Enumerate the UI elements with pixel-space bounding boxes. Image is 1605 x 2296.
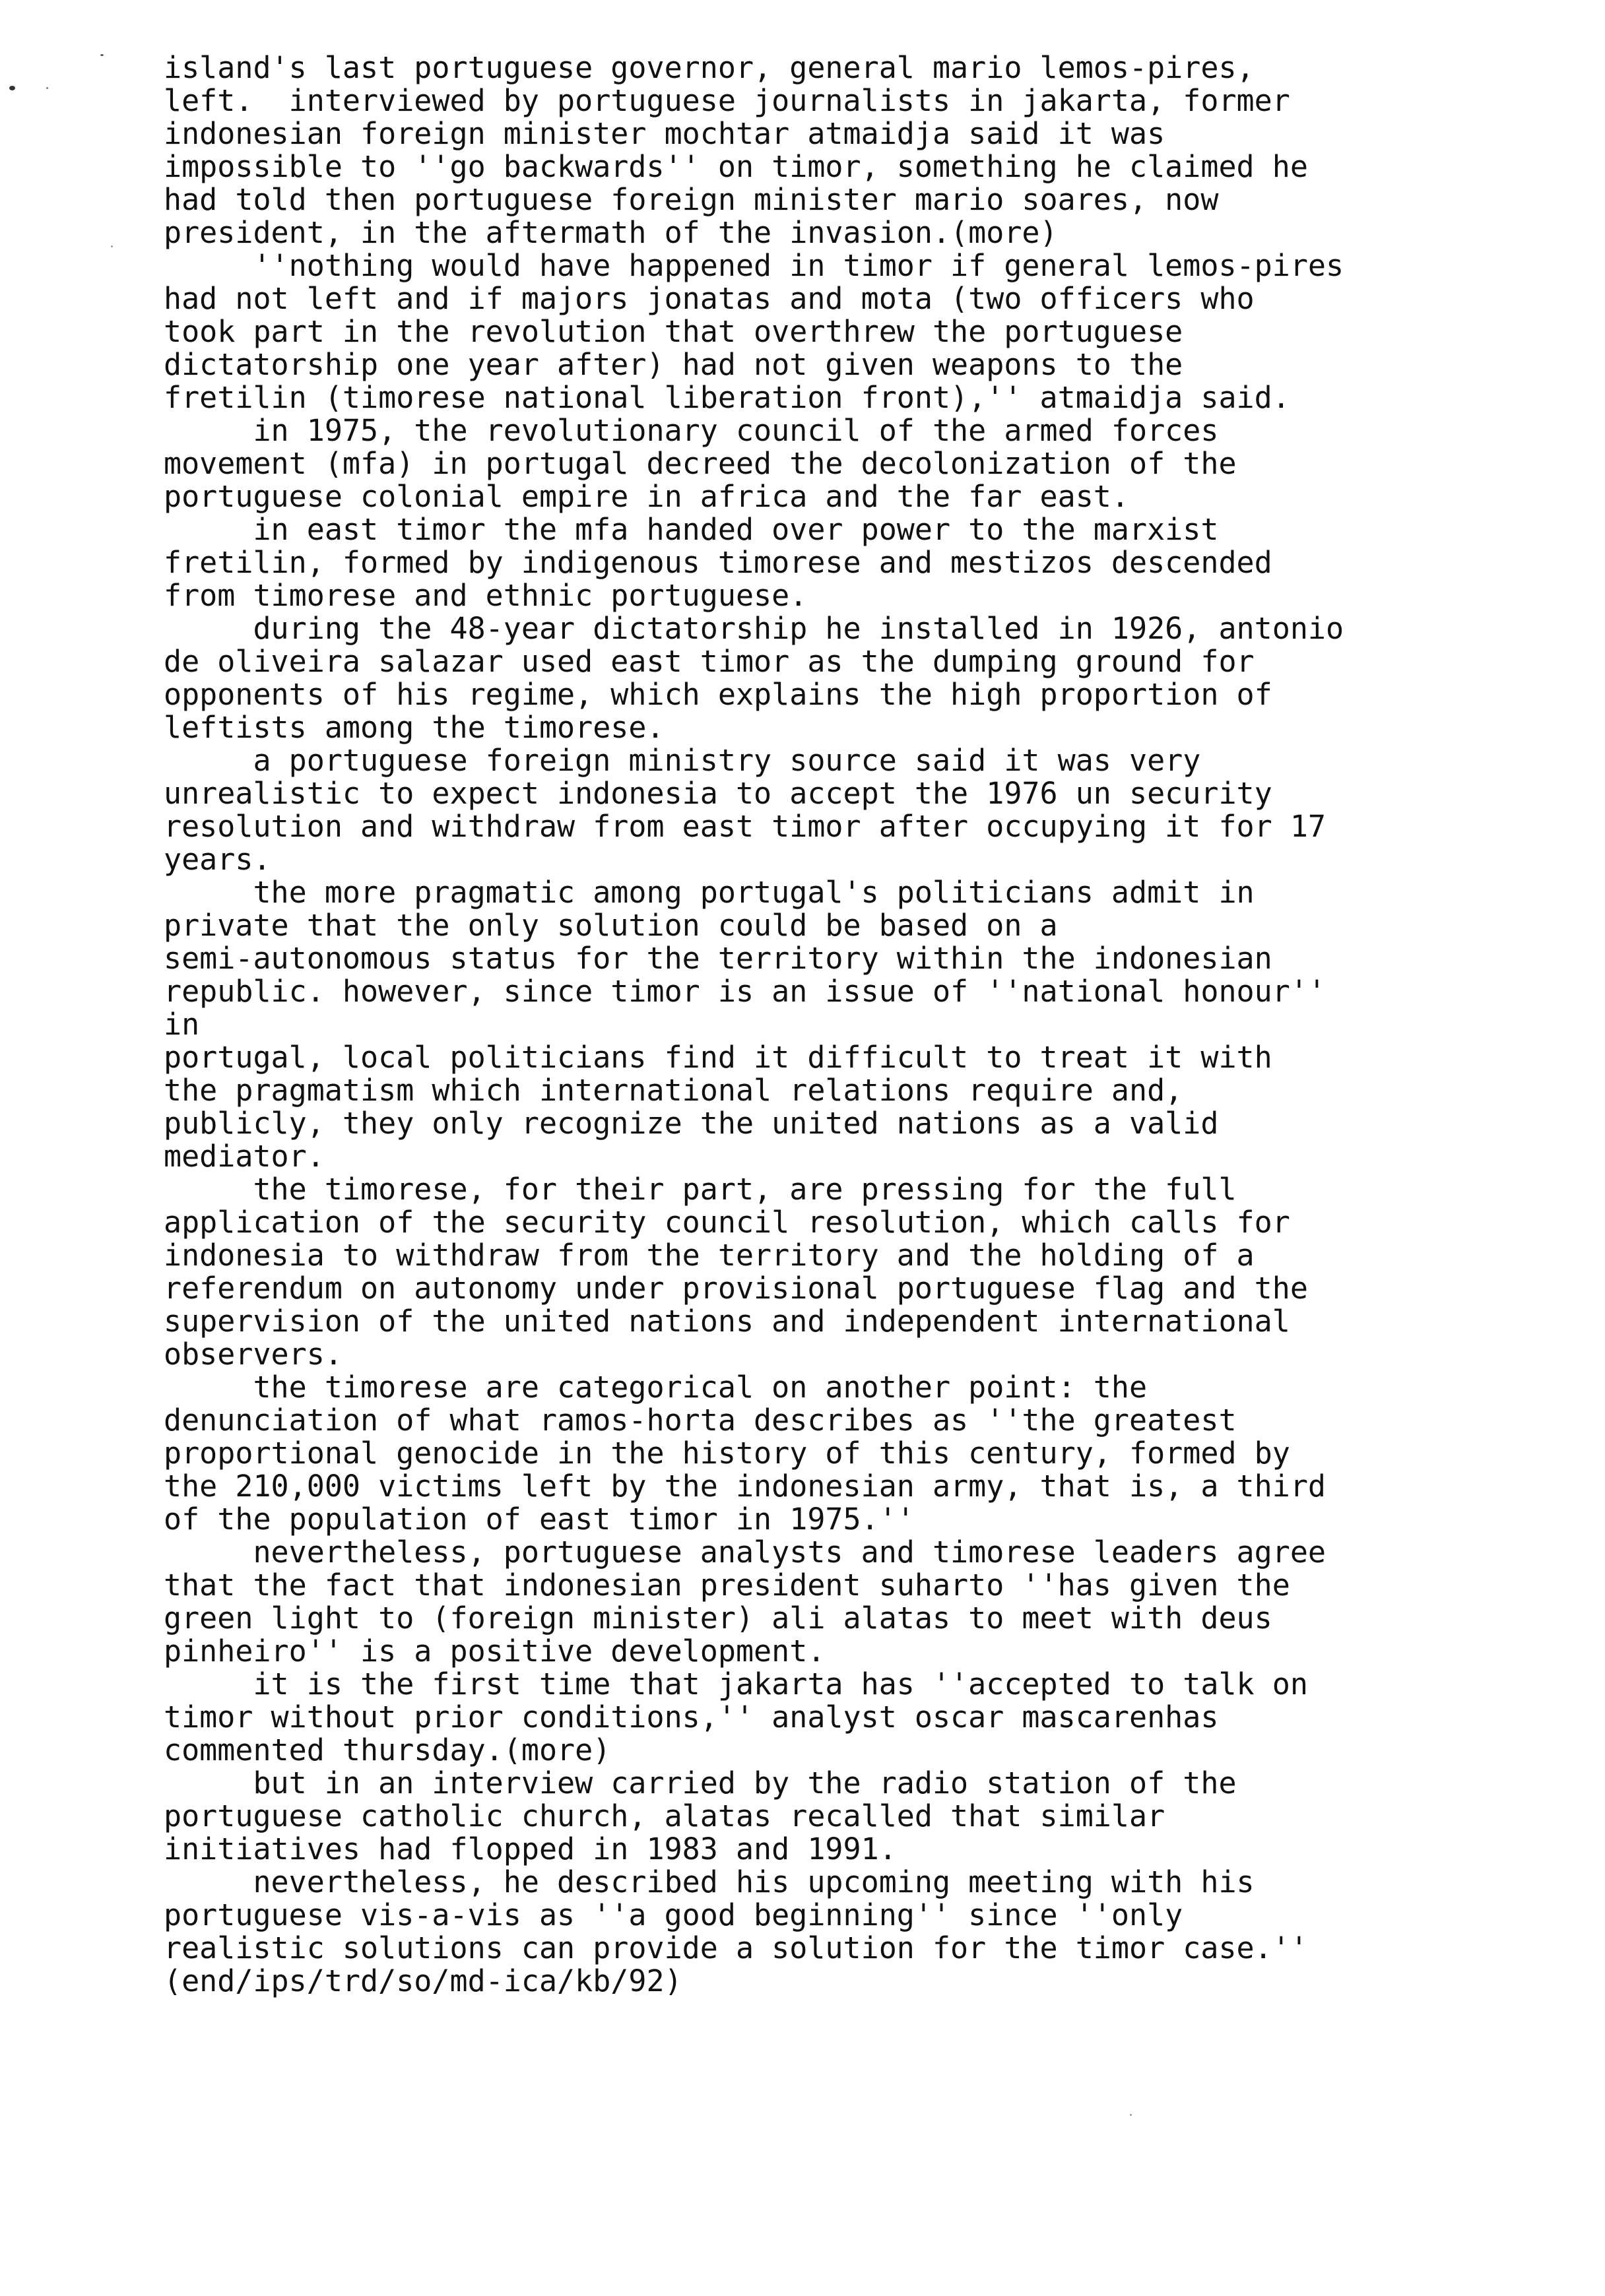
text-line: had told then portuguese foreign minister mario soares, now [164, 182, 1219, 217]
text-line: movement (mfa) in portugal decreed the decolonization of the [164, 446, 1237, 481]
text-line: referendum on autonomy under provisional portuguese flag and the [164, 1271, 1308, 1306]
text-line: publicly, they only recognize the united nations as a valid [164, 1106, 1219, 1141]
scan-speck [46, 87, 48, 89]
text-line: ''nothing would have happened in timor if general lemos-pires [164, 248, 1344, 283]
text-line: proportional genocide in the history of this century, formed by [164, 1436, 1290, 1471]
text-line: resolution and withdraw from east timor after occupying it for 17 [164, 809, 1326, 844]
text-line: from timorese and ethnic portuguese. [164, 578, 808, 613]
text-line: president, in the aftermath of the invasion.(more) [164, 215, 1058, 250]
text-line: of the population of east timor in 1975.'' [164, 1502, 915, 1537]
text-line: years. [164, 842, 271, 877]
text-line: mediator. [164, 1139, 325, 1174]
text-line: the timorese are categorical on another point: the [164, 1370, 1148, 1405]
text-line: in east timor the mfa handed over power to the marxist [164, 512, 1219, 547]
text-line: semi-autonomous status for the territory within the indonesian [164, 941, 1272, 976]
text-line: in [164, 1007, 200, 1042]
text-line: (end/ips/trd/so/md-ica/kb/92) [164, 1963, 682, 1998]
text-line: the pragmatism which international relations require and, [164, 1073, 1183, 1108]
text-line: impossible to ''go backwards'' on timor, something he claimed he [164, 149, 1308, 184]
text-line: private that the only solution could be based on a [164, 908, 1058, 943]
text-line: in 1975, the revolutionary council of the armed forces [164, 413, 1219, 448]
scan-speck [1130, 2114, 1132, 2116]
text-line: opponents of his regime, which explains the high proportion of [164, 677, 1272, 712]
text-line: supervision of the united nations and independent international [164, 1304, 1290, 1339]
text-line: island's last portuguese governor, general mario lemos-pires, [164, 50, 1255, 85]
text-line: that the fact that indonesian president suharto ''has given the [164, 1568, 1290, 1603]
text-line: observers. [164, 1337, 343, 1372]
text-line: took part in the revolution that overthrew the portuguese [164, 314, 1183, 349]
text-line: during the 48-year dictatorship he installed in 1926, antonio [164, 611, 1344, 646]
text-line: the more pragmatic among portugal's politicians admit in [164, 875, 1255, 910]
text-line: left. interviewed by portuguese journalists in jakarta, former [164, 83, 1290, 118]
text-line: the timorese, for their part, are pressing for the full [164, 1172, 1237, 1207]
text-line: portuguese colonial empire in africa and the far east. [164, 479, 1129, 514]
text-line: leftists among the timorese. [164, 710, 665, 745]
text-line: fretilin (timorese national liberation front),'' atmaidja said. [164, 380, 1290, 415]
text-line: pinheiro'' is a positive development. [164, 1634, 826, 1669]
text-line: nevertheless, portuguese analysts and timorese leaders agree [164, 1535, 1326, 1570]
scan-speck [111, 245, 113, 247]
text-line: the 210,000 victims left by the indonesian army, that is, a third [164, 1469, 1326, 1504]
text-line: timor without prior conditions,'' analyst oscar mascarenhas [164, 1700, 1219, 1735]
typewritten-article [164, 51, 1563, 1998]
text-line: unrealistic to expect indonesia to accept the 1976 un security [164, 776, 1272, 811]
text-line: portugal, local politicians find it difficult to treat it with [164, 1040, 1272, 1075]
text-line: a portuguese foreign ministry source said it was very [164, 743, 1201, 778]
text-line: nevertheless, he described his upcoming meeting with his [164, 1865, 1255, 1899]
text-line: denunciation of what ramos-horta describes as ''the greatest [164, 1403, 1237, 1438]
text-line: fretilin, formed by indigenous timorese and mestizos descended [164, 545, 1272, 580]
text-line: green light to (foreign minister) ali alatas to meet with deus [164, 1601, 1272, 1636]
text-line: but in an interview carried by the radio station of the [164, 1766, 1237, 1801]
text-line: de oliveira salazar used east timor as the dumping ground for [164, 644, 1255, 679]
text-line: had not left and if majors jonatas and mota (two officers who [164, 281, 1255, 316]
text-line: republic. however, since timor is an issue of ''national honour'' [164, 974, 1326, 1009]
text-line: portuguese catholic church, alatas recalled that similar [164, 1799, 1165, 1834]
text-line: initiatives had flopped in 1983 and 1991. [164, 1832, 897, 1866]
text-line: it is the first time that jakarta has ''accepted to talk on [164, 1667, 1308, 1702]
scan-speck [100, 54, 104, 56]
text-line: application of the security council resolution, which calls for [164, 1205, 1290, 1240]
scan-speck [9, 86, 15, 90]
text-line: indonesia to withdraw from the territory and the holding of a [164, 1238, 1255, 1273]
text-line: commented thursday.(more) [164, 1733, 611, 1768]
text-line: realistic solutions can provide a solution for the timor case.'' [164, 1930, 1308, 1965]
text-line: dictatorship one year after) had not given weapons to the [164, 347, 1183, 382]
text-line: indonesian foreign minister mochtar atmaidja said it was [164, 116, 1165, 151]
text-line: portuguese vis-a-vis as ''a good beginning'' since ''only [164, 1897, 1183, 1932]
